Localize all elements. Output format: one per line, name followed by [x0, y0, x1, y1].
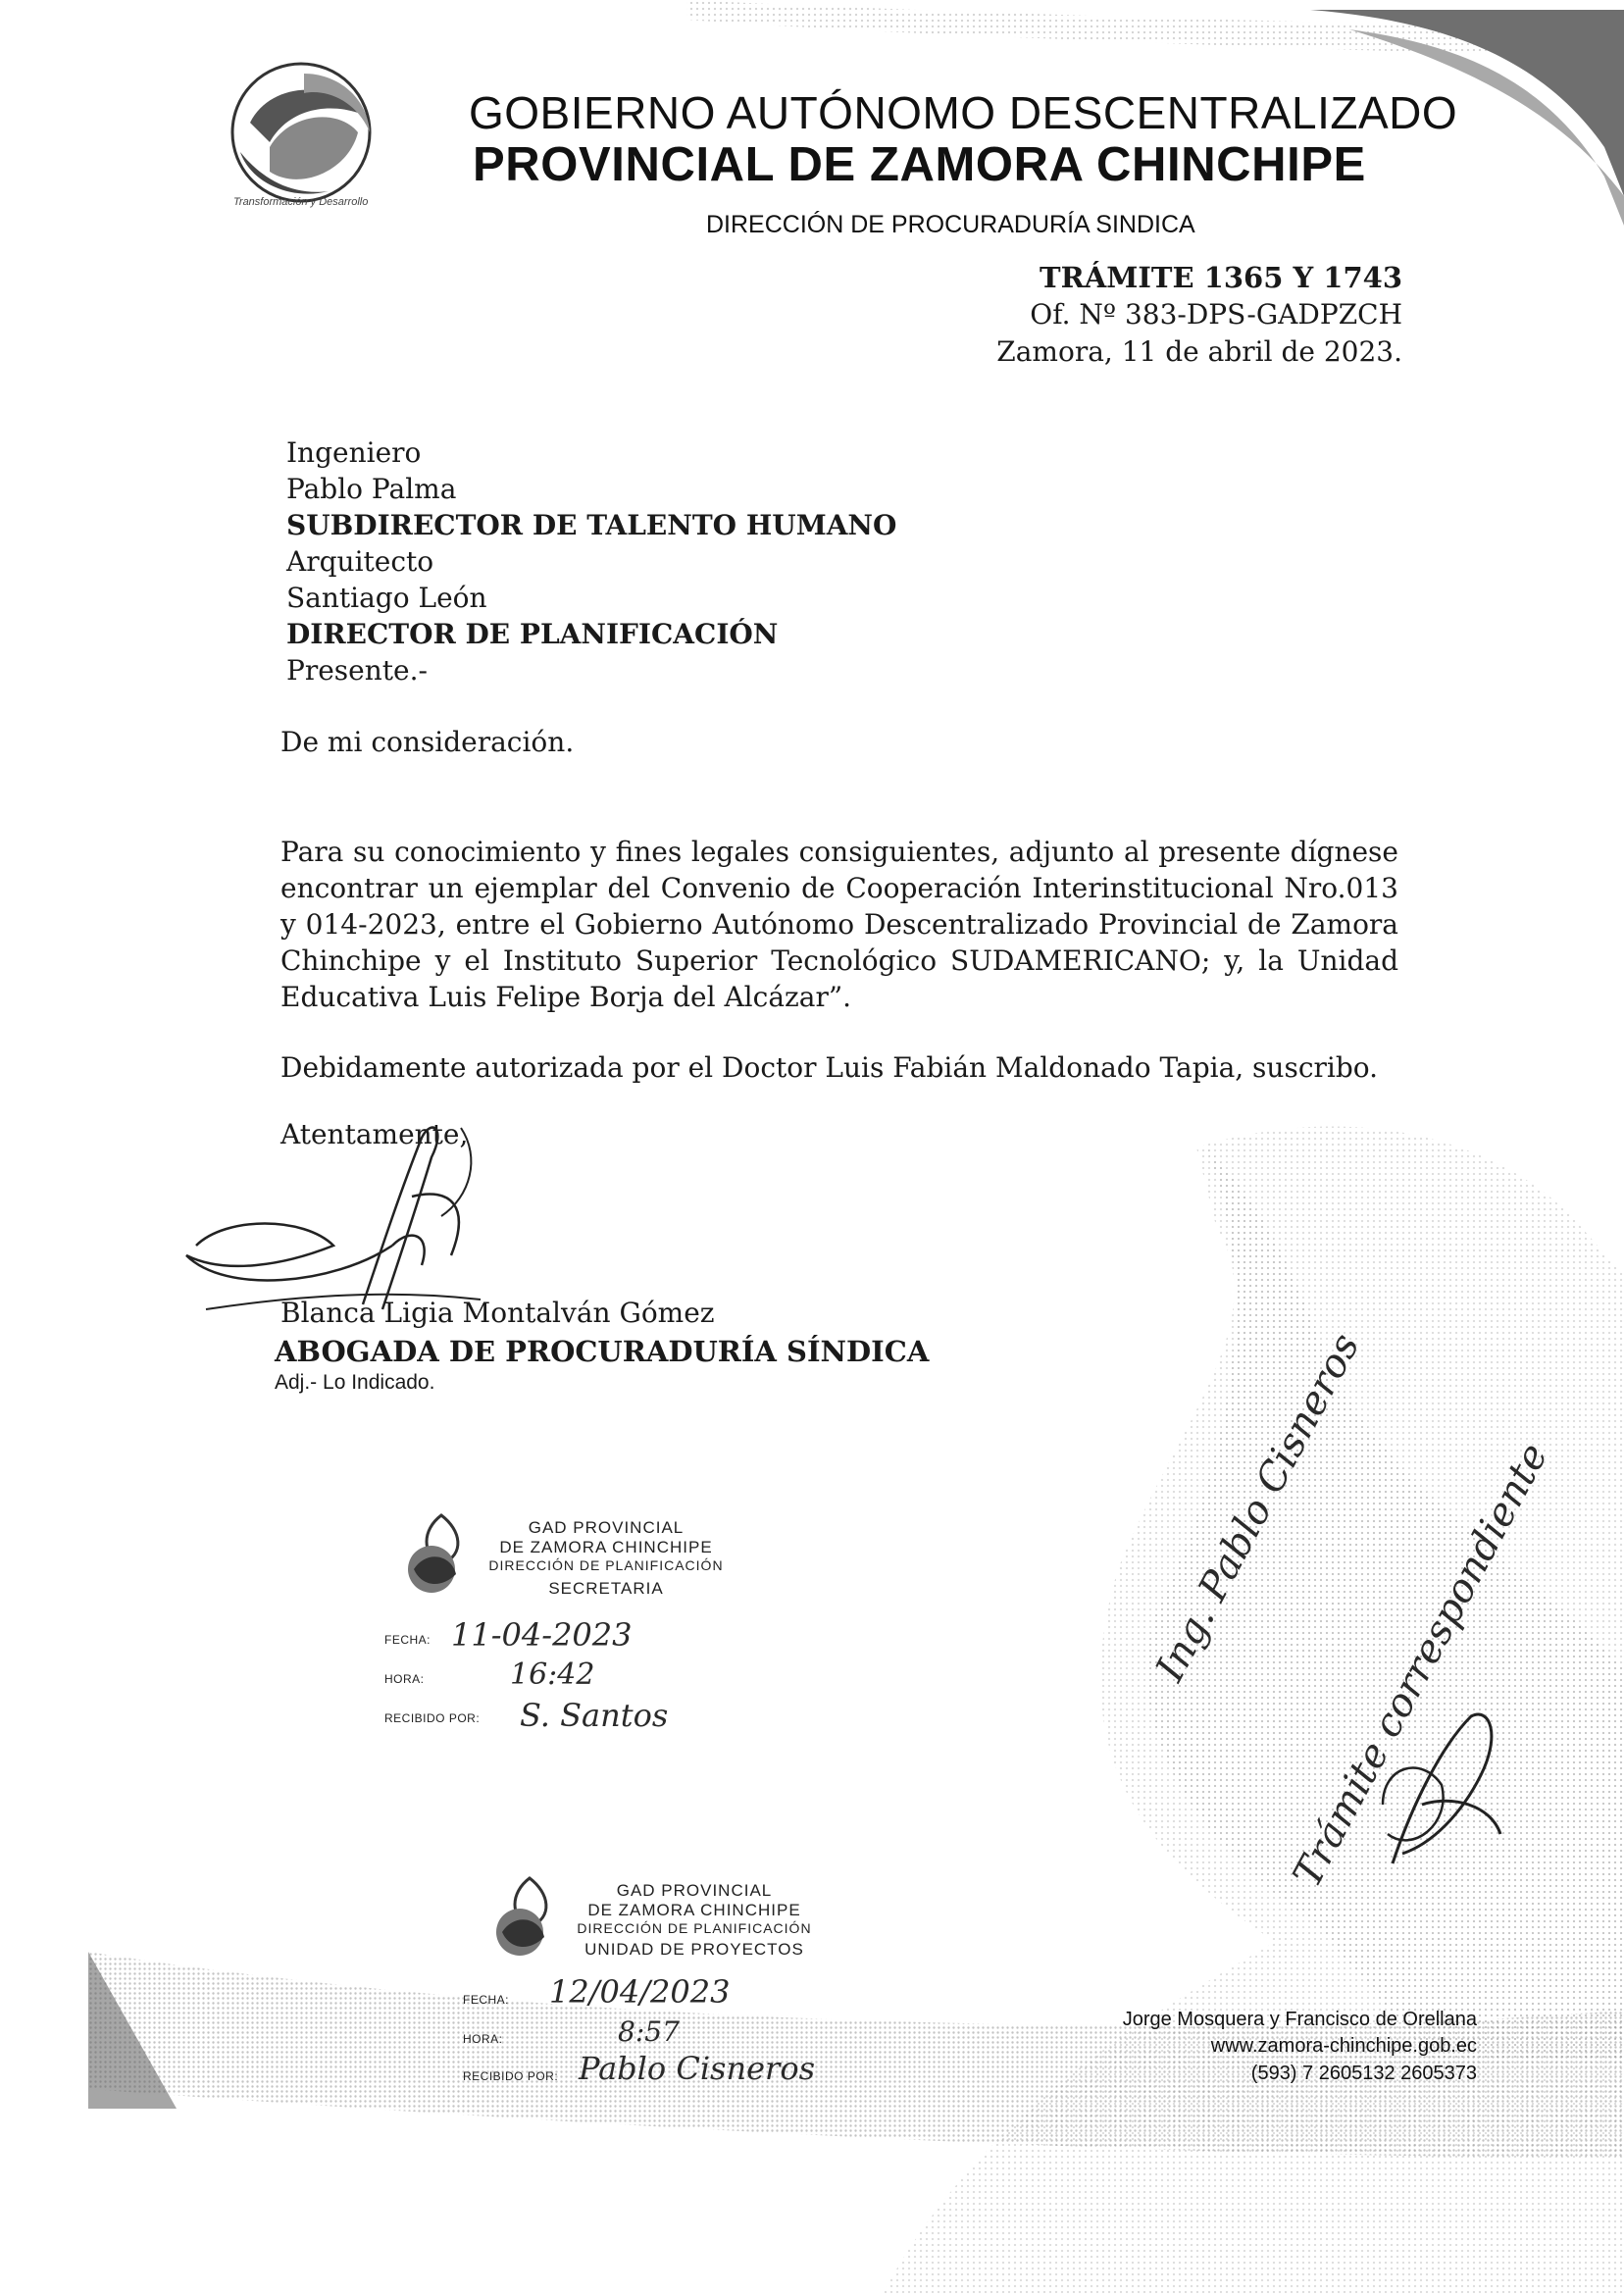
stamp-line: GAD PROVINCIAL	[616, 1881, 773, 1900]
stamp-line: SECRETARIA	[548, 1579, 664, 1598]
stamp-recibido-label: RECIBIDO POR:	[463, 2069, 559, 2083]
stamp-line: GAD PROVINCIAL	[528, 1518, 685, 1537]
stamp-hora-value: 8:57	[618, 2015, 680, 2048]
tramite-number: TRÁMITE 1365 Y 1743	[1040, 261, 1402, 294]
oficio-number: Of. Nº 383-DPS-GADPZCH	[1030, 298, 1402, 331]
gad-logo-icon	[211, 54, 382, 211]
stamp-logo-icon	[490, 1873, 569, 1962]
place-date: Zamora, 11 de abril de 2023.	[996, 335, 1402, 368]
reception-stamp	[384, 1501, 853, 1746]
stamp-recibido-value: Pablo Cisneros	[579, 2050, 815, 2087]
footer-website: www.zamora-chinchipe.gob.ec	[1210, 2035, 1477, 2057]
greeting: De mi consideración.	[280, 726, 575, 758]
initials-signature-icon	[1363, 1687, 1520, 1883]
footer-address: Jorge Mosquera y Francisco de Orellana	[1122, 2009, 1477, 2030]
department-name: DIRECCIÓN DE PROCURADURÍA SINDICA	[706, 211, 1195, 238]
recipient-line: Arquitecto	[286, 545, 434, 578]
stamp-line: DIRECCIÓN DE PLANIFICACIÓN	[577, 1920, 812, 1936]
recipient-line: Presente.-	[286, 654, 428, 687]
stamp-line: DE ZAMORA CHINCHIPE	[587, 1901, 801, 1919]
stamp-recibido-value: S. Santos	[520, 1697, 669, 1734]
stamp-fecha-label: FECHA:	[463, 1993, 510, 2007]
attachment-note: Adj.- Lo Indicado.	[275, 1371, 435, 1394]
stamp-line: UNIDAD DE PROYECTOS	[584, 1940, 804, 1959]
signature-icon	[167, 1098, 500, 1324]
stamp-hora-value: 16:42	[510, 1657, 595, 1692]
stamp-fecha-value: 11-04-2023	[451, 1616, 633, 1654]
reception-stamp	[463, 1863, 941, 2109]
recipient-line: Santiago León	[286, 582, 487, 614]
body-paragraph: Para su conocimiento y fines legales consiguientes, adjunto al presente dígnese encontrar un ejemplar del Convenio de Cooperación Interinstitucional Nro.013 y 014-2023, entre el Gobierno Autónomo Descentralizado Provincial de Zamora Chinchipe y el Instituto Superior Tecnológico SUDAMERICANO; y, la Unidad Educativa Luis Felipe Borja del Alcázar”.	[280, 836, 1398, 1013]
stamp-hora-label: HORA:	[384, 1672, 425, 1686]
handwritten-note-line: Ing. Pablo Cisneros	[1147, 1326, 1369, 1689]
signer-name: Blanca Ligia Montalván Gómez	[280, 1297, 715, 1329]
stamp-fecha-label: FECHA:	[384, 1633, 431, 1647]
stamp-logo-icon	[402, 1510, 481, 1599]
stamp-hora-label: HORA:	[463, 2032, 503, 2046]
logo-tagline: Transformación y Desarrollo	[233, 196, 369, 208]
org-name-line1: GOBIERNO AUTÓNOMO DESCENTRALIZADO	[469, 87, 1458, 138]
recipient-line: SUBDIRECTOR DE TALENTO HUMANO	[286, 509, 897, 541]
authorization-line: Debidamente autorizada por el Doctor Luis Fabián Maldonado Tapia, suscribo.	[280, 1051, 1379, 1084]
recipient-line: DIRECTOR DE PLANIFICACIÓN	[286, 618, 779, 650]
stamp-recibido-label: RECIBIDO POR:	[384, 1711, 481, 1725]
stamp-line: DE ZAMORA CHINCHIPE	[499, 1538, 713, 1556]
recipient-line: Pablo Palma	[286, 473, 457, 505]
signer-title: ABOGADA DE PROCURADURÍA SÍNDICA	[275, 1335, 930, 1368]
recipient-line: Ingeniero	[286, 436, 422, 469]
org-name-line2: PROVINCIAL DE ZAMORA CHINCHIPE	[473, 138, 1366, 191]
stamp-line: DIRECCIÓN DE PLANIFICACIÓN	[488, 1557, 724, 1573]
footer-phone: (593) 7 2605132 2605373	[1250, 2063, 1477, 2084]
handwritten-note-line: Trámite correspondiente	[1285, 1436, 1557, 1895]
stamp-fecha-value: 12/04/2023	[549, 1973, 731, 2011]
closing: Atentamente,	[280, 1118, 469, 1150]
